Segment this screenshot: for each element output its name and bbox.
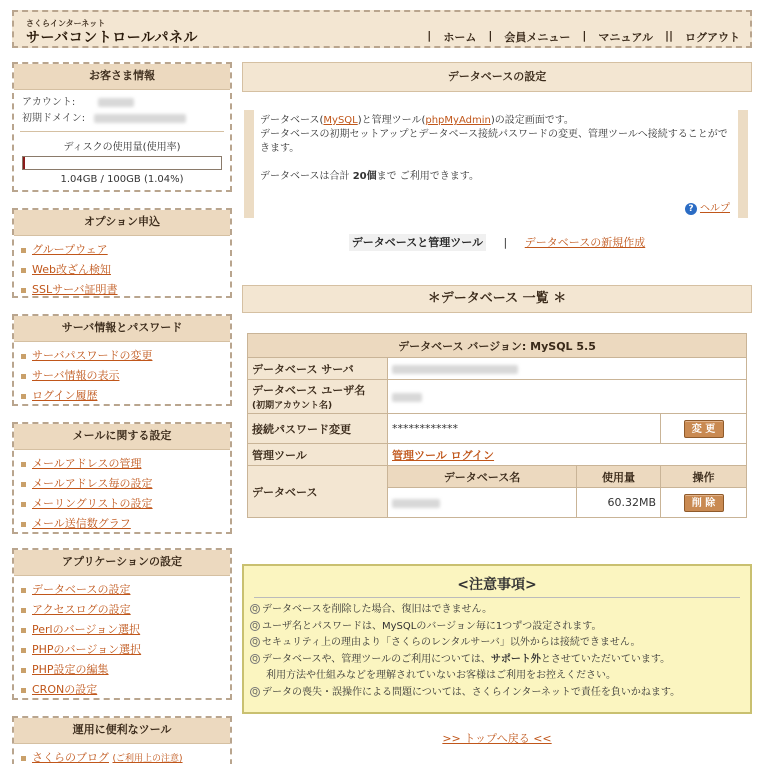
notice-item: Q データの喪失・誤操作による問題については、さくらインターネットで責任を負いかねます。 <box>250 685 744 702</box>
delete-database-button[interactable]: 削 除 <box>684 494 724 512</box>
account-row <box>14 95 230 111</box>
disk-usage-fill <box>23 157 25 169</box>
sidebar-item-php-version <box>20 640 224 660</box>
disk-usage-text: 1.04GB / 100GB (1.04%) <box>60 174 184 185</box>
app-settings-title: アプリケーションの設定 <box>14 550 230 576</box>
server-info-title: サーバ情報とパスワード <box>14 316 230 342</box>
sidebar-item-mail-per-address <box>20 474 224 494</box>
description-panel <box>244 110 748 218</box>
description-line1: データベース(MySQL)と管理ツール(phpMyAdmin)の設定画面です。 <box>260 115 574 126</box>
server-info-box <box>12 314 232 406</box>
row-label-tool: 管理ツール <box>248 444 388 466</box>
server-info-link[interactable]: サーバ情報の表示 <box>32 369 120 382</box>
sakura-blog-link[interactable]: さくらのブログ <box>32 751 109 764</box>
tab-database-tools[interactable]: データベースと管理ツール <box>349 234 486 251</box>
tools-title: 運用に便利なツール <box>14 718 230 744</box>
description-line2: データベースの初期セットアップとデータベース接続パスワードの変更、管理ツールへ接続することができます。 <box>260 129 728 154</box>
mail-graph-link[interactable]: メール送信数グラフ <box>32 517 131 530</box>
help-link[interactable]: ヘルプ <box>700 203 730 214</box>
db-user-value-redacted <box>388 380 747 414</box>
q-icon: Q <box>250 604 260 614</box>
domain-row <box>14 111 230 127</box>
app-settings-box <box>12 548 232 700</box>
page-title: データベースの設定 <box>242 62 752 92</box>
sidebar-item-mail-address <box>20 454 224 474</box>
php-version-link[interactable]: PHPのバージョン選択 <box>32 643 142 656</box>
q-icon: Q <box>250 687 260 697</box>
notice-item: Q ユーザ名とパスワードは、MySQLのバージョン毎に1つずつ設定されます。 <box>250 619 744 636</box>
notice-item: Q データベースを削除した場合、復旧はできません。 <box>250 602 744 619</box>
sidebar-item-access-log <box>20 600 224 620</box>
back-to-top-link[interactable]: >> トップへ戻る << <box>442 732 552 745</box>
mysql-link[interactable]: MySQL <box>323 115 358 126</box>
sidebar-item-server-password <box>20 346 224 366</box>
sub-tabs: データベースと管理ツール | データベースの新規作成 <box>242 234 752 250</box>
sidebar-item-mail-graph <box>20 514 224 534</box>
database-table <box>247 333 747 518</box>
notice-title: <注意事項> <box>457 577 537 593</box>
mail-settings-title: メールに関する設定 <box>14 424 230 450</box>
sidebar-item-perl <box>20 620 224 640</box>
col-header-operation: 操作 <box>661 466 747 488</box>
mailing-list-link[interactable]: メーリングリストの設定 <box>32 497 153 510</box>
q-icon: Q <box>250 637 260 647</box>
row-label-database: データベース <box>248 466 388 518</box>
account-value-redacted <box>98 98 134 107</box>
option-title: オプション申込 <box>14 210 230 236</box>
notice-box <box>242 564 752 714</box>
account-label: アカウント: <box>22 97 76 108</box>
change-password-button[interactable]: 変 更 <box>684 420 724 438</box>
nav-logout-link[interactable]: ログアウト <box>685 31 740 44</box>
header-bar <box>12 10 752 48</box>
notice-item: Q データベースや、管理ツールのご利用については、サポート外とさせていただいています。 <box>250 652 744 669</box>
groupware-link[interactable]: グループウェア <box>32 243 108 256</box>
database-settings-link[interactable]: データベースの設定 <box>32 583 131 596</box>
login-history-link[interactable]: ログイン履歴 <box>32 389 98 402</box>
password-value: ************ <box>388 414 661 444</box>
domain-value-redacted <box>94 114 186 123</box>
notice-item-sub: 利用方法や仕組みなどを理解されていないお客様はご利用をお控えください。 <box>266 670 616 681</box>
database-list-title: ＊データベース 一覧 ＊ <box>242 285 752 313</box>
option-box <box>12 208 232 298</box>
cron-settings-link[interactable]: CRONの設定 <box>32 683 98 696</box>
table-caption: データベース バージョン: MySQL 5.5 <box>248 334 747 358</box>
row-label-user: データベース ユーザ名 (初期アカウント名) <box>248 380 388 414</box>
ssl-cert-link[interactable]: SSLサーバ証明書 <box>32 283 118 296</box>
sidebar-item-mailing-list <box>20 494 224 514</box>
disk-usage-label: ディスクの使用量(使用率) <box>63 142 181 153</box>
nav-member-menu-link[interactable]: 会員メニュー <box>504 31 571 44</box>
q-icon: Q <box>250 654 260 664</box>
col-header-usage: 使用量 <box>577 466 661 488</box>
sidebar-item-cron <box>20 680 224 700</box>
sidebar-item-php-settings <box>20 660 224 680</box>
sidebar-item-login-history <box>20 386 224 406</box>
sidebar-item-groupware <box>20 240 224 260</box>
customer-info-title: お客さま情報 <box>14 64 230 90</box>
sidebar-item-ssl <box>20 280 224 300</box>
admin-tool-login-link[interactable]: 管理ツール ログイン <box>392 448 495 462</box>
help-link-area <box>685 202 730 216</box>
sidebar-item-server-info <box>20 366 224 386</box>
sidebar-item-blog <box>20 748 224 764</box>
q-icon: Q <box>250 621 260 631</box>
tab-new-database[interactable]: データベースの新規作成 <box>524 236 646 249</box>
help-icon[interactable]: ? <box>685 203 697 215</box>
logo-title: サーバコントロールパネル <box>26 30 199 46</box>
row-label-server: データベース サーバ <box>248 358 388 380</box>
mail-address-link[interactable]: メールアドレスの管理 <box>32 457 142 470</box>
disk-usage-bar <box>22 156 222 170</box>
nav-home-link[interactable]: ホーム <box>443 31 477 44</box>
row-label-password: 接続パスワード変更 <box>248 414 388 444</box>
phpmyadmin-link[interactable]: phpMyAdmin <box>425 115 491 126</box>
sidebar-item-database <box>20 580 224 600</box>
domain-label: 初期ドメイン: <box>22 113 86 124</box>
notice-item: Q セキュリティ上の理由より「さくらのレンタルサーバ」以外からは接続できません。 <box>250 635 744 652</box>
nav-manual-link[interactable]: マニュアル <box>598 31 653 44</box>
web-tamper-link[interactable]: Web改ざん検知 <box>32 263 111 276</box>
perl-version-link[interactable]: Perlのバージョン選択 <box>32 623 141 636</box>
blog-note-link[interactable]: (ご利用上の注意) <box>112 754 183 764</box>
mail-settings-box <box>12 422 232 534</box>
database-limit-text: データベースは合計 20個まで ご利用できます。 <box>260 171 479 182</box>
db-server-value-redacted <box>388 358 747 380</box>
customer-info-box <box>12 62 232 192</box>
logo-subtitle: さくらインターネット <box>26 19 106 28</box>
tools-box <box>12 716 232 764</box>
col-header-db-name: データベース名 <box>388 466 577 488</box>
top-navigation: | ホーム | 会員メニュー | マニュアル || ログアウト <box>427 29 740 44</box>
php-settings-link[interactable]: PHP設定の編集 <box>32 663 109 676</box>
access-log-link[interactable]: アクセスログの設定 <box>32 603 131 616</box>
sidebar-item-web-tamper <box>20 260 224 280</box>
db-usage-value: 60.32MB <box>577 488 661 518</box>
db-name-redacted <box>388 488 577 518</box>
mail-per-address-link[interactable]: メールアドレス毎の設定 <box>32 477 153 490</box>
server-password-link[interactable]: サーバパスワードの変更 <box>32 349 153 362</box>
